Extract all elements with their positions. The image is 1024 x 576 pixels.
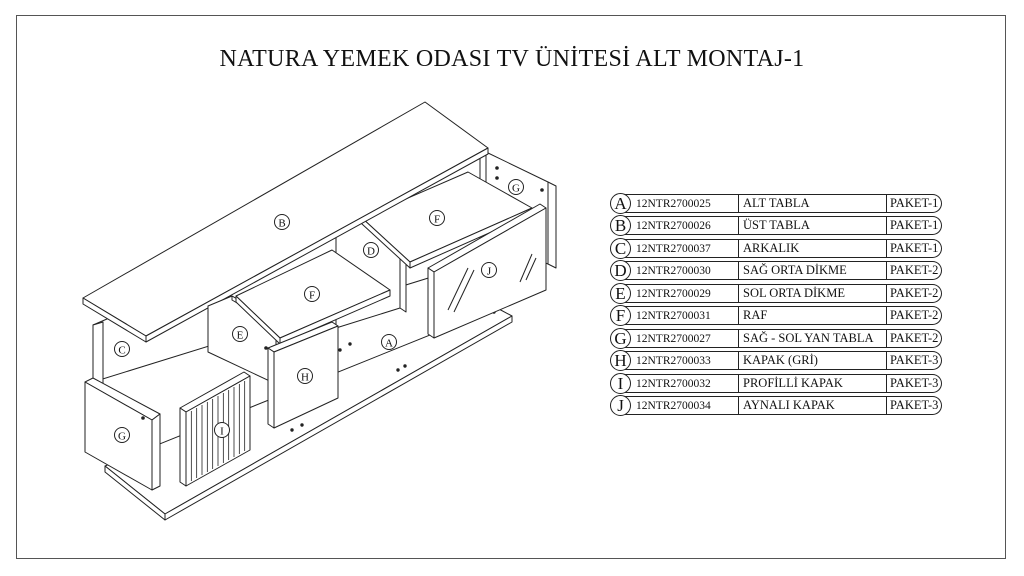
part-row-frame (622, 374, 942, 393)
part-letter-badge: E (610, 283, 631, 304)
part-letter-badge: F (610, 305, 631, 326)
part-package: PAKET-3 (886, 397, 938, 414)
callout-C (115, 342, 130, 357)
part-row-frame (622, 306, 942, 325)
callout-A (382, 335, 397, 350)
part-code: 12NTR2700025 (636, 197, 711, 210)
part-package: PAKET-1 (886, 217, 938, 234)
page-title: NATURA YEMEK ODASI TV ÜNİTESİ ALT MONTAJ-1 (219, 46, 805, 72)
callout-B (275, 215, 290, 230)
part-code: 12NTR2700034 (636, 400, 711, 412)
callout-J (482, 263, 497, 278)
part-package: PAKET-3 (886, 375, 938, 392)
part-code: 12NTR2700032 (636, 377, 711, 390)
part-package: PAKET-1 (886, 240, 938, 257)
svg-text:G: G (512, 182, 520, 195)
part-name: AYNALI KAPAK (738, 397, 887, 414)
part-name: PROFİLLİ KAPAK (738, 375, 887, 392)
parts-list-row (610, 215, 942, 238)
parts-list-row (610, 327, 942, 350)
part-name: RAF (738, 307, 887, 324)
svg-text:G: G (118, 430, 126, 443)
part-letter-badge: B (610, 215, 631, 236)
svg-text:C: C (118, 344, 126, 357)
part-letter-badge: A (610, 193, 631, 214)
svg-text:J: J (486, 265, 492, 278)
part-name: KAPAK (GRİ) (738, 352, 887, 369)
parts-list-row (610, 395, 942, 418)
callout-E (233, 327, 248, 342)
svg-text:F: F (308, 289, 316, 302)
part-row-frame (622, 329, 942, 348)
part-letter-badge: C (610, 238, 631, 259)
callout-I (215, 423, 230, 438)
part-package: PAKET-2 (886, 307, 938, 324)
part-row-frame (622, 194, 942, 213)
part-name: ALT TABLA (738, 195, 887, 212)
parts-list-row (610, 305, 942, 328)
part-letter-badge: G (610, 328, 631, 349)
part-row-frame (622, 396, 942, 415)
part-code: 12NTR2700026 (636, 220, 711, 232)
callout-G-left (115, 428, 130, 443)
part-name: SAĞ ORTA DİKME (738, 262, 887, 279)
part-name: SOL ORTA DİKME (738, 285, 887, 302)
parts-list-row (610, 237, 942, 260)
part-name: ARKALIK (738, 240, 887, 257)
svg-text:H: H (301, 371, 309, 384)
part-row-frame (622, 351, 942, 370)
parts-list-row (610, 282, 942, 305)
part-row-frame (622, 284, 942, 303)
svg-text:I: I (220, 425, 224, 438)
parts-list-row (610, 260, 942, 283)
part-letter-badge: I (610, 373, 631, 394)
part-code: 12NTR2700030 (636, 265, 711, 277)
parts-list (610, 192, 942, 417)
part-row-frame (622, 261, 942, 280)
parts-list-row (610, 372, 942, 395)
part-row-frame (622, 239, 942, 258)
part-package: PAKET-1 (886, 195, 938, 212)
parts-list-row (610, 350, 942, 373)
svg-text:B: B (278, 217, 286, 230)
part-row-frame (622, 216, 942, 235)
part-package: PAKET-3 (886, 352, 938, 369)
callout-G-right (509, 180, 524, 195)
part-code: 12NTR2700027 (636, 332, 711, 345)
part-code: 12NTR2700031 (636, 310, 711, 322)
svg-text:D: D (367, 245, 375, 258)
part-code: 12NTR2700029 (636, 287, 711, 300)
callout-F-right (430, 211, 445, 226)
part-package: PAKET-2 (886, 262, 938, 279)
part-code: 12NTR2700037 (636, 242, 711, 255)
callout-H (298, 369, 313, 384)
svg-text:E: E (236, 329, 244, 342)
callout-D (364, 243, 379, 258)
parts-list-row (610, 192, 942, 215)
part-letter-badge: D (610, 260, 631, 281)
part-package: PAKET-2 (886, 330, 938, 347)
svg-text:F: F (433, 213, 441, 226)
part-letter-badge: J (610, 395, 631, 416)
part-name: SAĞ - SOL YAN TABLA (738, 330, 887, 347)
callout-F-left (305, 287, 320, 302)
part-letter-badge: H (610, 350, 631, 371)
svg-text:A: A (385, 337, 393, 350)
part-name: ÜST TABLA (738, 217, 887, 234)
part-package: PAKET-2 (886, 285, 938, 302)
part-code: 12NTR2700033 (636, 355, 711, 367)
